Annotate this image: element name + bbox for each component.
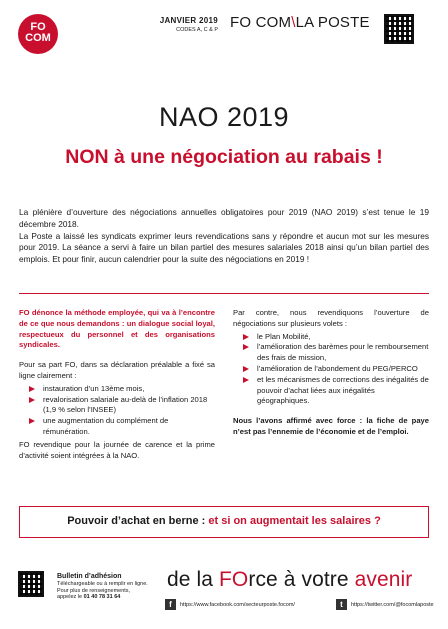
bulletin-phone: 01 40 78 31 64 bbox=[83, 594, 121, 600]
intro-text bbox=[19, 207, 429, 266]
purchasing-power-banner bbox=[19, 506, 429, 538]
intro-paragraph-2: La Poste a laissé les syndicats exprimer leurs revendications sans y répondre et aucun mot sur les mesures pour 2019. La séance a servi à faire un bilan partiel des mesures salariales 2018 ainsi qu’un bilan partiel des emplois. Et pour finir, aucun calendrier pour la suite des négociations en 2019 ! bbox=[19, 230, 429, 265]
bulletin-text bbox=[57, 581, 162, 601]
bulletin-line-2: Pour plus de renseignements, bbox=[57, 587, 131, 594]
intro-paragraph-1: La plénière d’ouverture des négociations annuelles obligatoires pour 2019 (NAO 2019) s’est tenue le 19 décembre 2018. bbox=[19, 207, 429, 229]
brand-left: FO COM bbox=[230, 14, 292, 31]
header-meta bbox=[158, 16, 218, 33]
bulletin-line-3: appelez le bbox=[57, 594, 83, 600]
bulletin-line-1: Téléchargeable ou à remplir en ligne. bbox=[57, 581, 148, 587]
page-subtitle: NON à une négociation au rabais ! bbox=[65, 146, 383, 168]
twitter-icon: t bbox=[336, 599, 347, 610]
list-item: une augmentation du complément de rémunération. bbox=[19, 416, 215, 438]
section-divider bbox=[19, 293, 429, 294]
facebook-icon: f bbox=[165, 599, 176, 610]
brand-separator: \ bbox=[291, 14, 296, 31]
issue-date: JANVIER 2019 bbox=[159, 16, 218, 25]
logo-text-top: FO bbox=[30, 21, 46, 33]
slogan-part-3: rce à votre bbox=[248, 568, 355, 591]
slogan bbox=[167, 568, 412, 592]
right-column bbox=[233, 308, 429, 438]
fo-com-logo bbox=[18, 14, 58, 54]
list-item: l’amélioration des barèmes pour le remboursement des frais de mission, bbox=[233, 342, 429, 364]
brand-right: LA POSTE bbox=[295, 14, 370, 31]
membership-bulletin bbox=[57, 573, 162, 601]
declaration-text: Pour sa part FO, dans sa déclaration préalable a fixé sa ligne clairement : bbox=[19, 360, 215, 380]
brand-name bbox=[230, 14, 370, 31]
list-item: le Plan Mobilité, bbox=[233, 332, 429, 343]
facebook-url[interactable]: https://www.facebook.com/secteurposte.focom/ bbox=[180, 601, 295, 608]
list-item: l’amélioration de l’abondement du PEG/PERCO bbox=[233, 364, 429, 375]
negotiation-list bbox=[233, 332, 429, 408]
list-item: instauration d’un 13ème mois, bbox=[19, 384, 215, 395]
slogan-part-1: de la bbox=[167, 568, 219, 591]
twitter-url[interactable]: https://twitter.com/@focomlaposte bbox=[351, 601, 434, 608]
list-item: revalorisation salariale au-delà de l’inflation 2018 (1,9 % selon l’INSEE) bbox=[19, 395, 215, 417]
twitter-link[interactable] bbox=[336, 599, 434, 610]
qr-code-icon bbox=[384, 14, 414, 44]
banner-right-text: et si on augmentait les salaires ? bbox=[208, 515, 381, 527]
page-title: NAO 2019 bbox=[158, 102, 290, 132]
slogan-part-2: FO bbox=[218, 568, 249, 591]
banner-left-text: Pouvoir d’achat en berne : bbox=[67, 515, 209, 527]
logo-text-bottom: COM bbox=[25, 32, 51, 44]
negotiation-intro: Par contre, nous revendiquons l’ouverture de négociations sur plusieurs volets : bbox=[233, 308, 429, 328]
bulletin-title: Bulletin d’adhésion bbox=[57, 573, 122, 580]
demands-list bbox=[19, 384, 215, 438]
membership-qr-code-icon[interactable] bbox=[18, 571, 44, 597]
left-closing-text: FO revendique pour la journée de carence et la prime d’activité soient intégrées à la NAO. bbox=[19, 439, 215, 460]
right-closing-text: Nous l’avons affirmé avec force : la fiche de paye n’est pas l’ennemie de l’économie et de l’emploi. bbox=[233, 416, 429, 436]
issue-codes: CODES A, C & P bbox=[176, 27, 218, 33]
left-column bbox=[19, 308, 215, 461]
slogan-part-4: avenir bbox=[354, 568, 413, 591]
list-item: et les mécanismes de corrections des inégalités de pouvoir d’achat liées aux inégalités géographiques. bbox=[233, 375, 429, 407]
facebook-link[interactable] bbox=[165, 599, 295, 610]
denounce-statement: FO dénonce la méthode employée, qui va à l’encontre de ce que nous demandons : un dialogue social loyal, respectueux du personnel et des organisations syndicales. bbox=[19, 308, 215, 350]
